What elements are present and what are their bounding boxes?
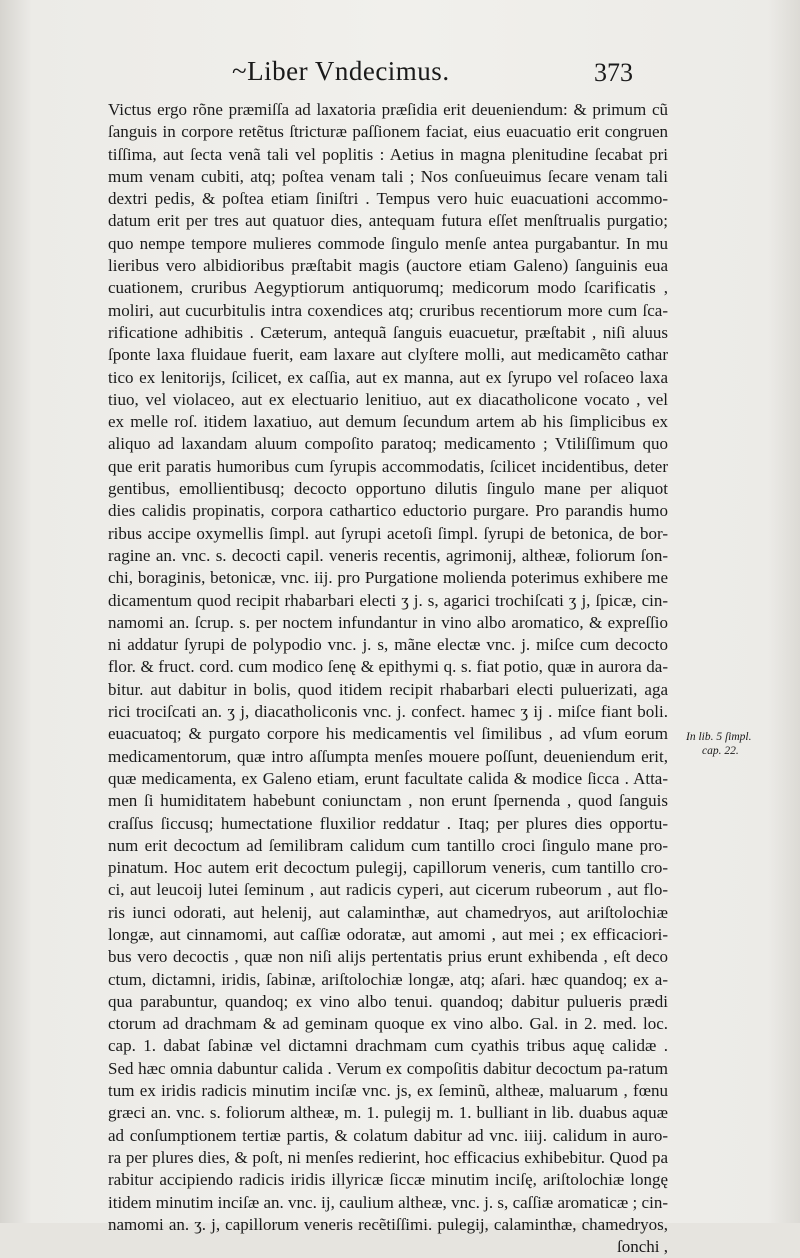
text-line: dicamentum quod recipit rhabarbari electi ʒ j. s, agarici trochiſcati ʒ j, ſpicæ, cin- — [108, 590, 668, 610]
text-line: rabitur accipiendo radicis iridis illyricæ ſiccæ minutim inciſę, ariſtolochiæ longę — [108, 1170, 668, 1190]
text-line: bus vero decoctis , quæ non niſi alijs pertentatis prius erunt exhibenda , eſt deco — [108, 947, 668, 967]
text-line: euacuatoq; & purgato corpore his medicamentis vel ſimilibus , ad vſum eorum — [108, 724, 668, 744]
text-line: rificatione adhibitis . Cæterum, antequã ſanguis euacuetur, præſtabit , niſi aluus — [108, 322, 668, 342]
text-line: gentibus, emollientibusq; decocto opportuno dilutis ſingulo mane per aliquot — [108, 479, 668, 499]
text-line: tico ex lenitorijs, ſcilicet, ex caſſia, aut ex manna, aut ex ſyrupo vel roſaceo laxa — [108, 367, 668, 387]
text-line: chi, boraginis, betonicæ, vnc. iij. pro Purgatione molienda poterimus exhibere me — [108, 568, 668, 588]
marginal-note — [686, 730, 786, 758]
text-line: ex melle roſ. itidem laxatiuo, aut demum ſecundum artem ab his ſimplicibus ex — [108, 412, 668, 432]
text-line: rici trociſcati an. ʒ j, diacatholiconis vnc. j. confect. hamec ʒ ij . miſce fiant boli. — [108, 702, 668, 722]
text-line: dextri pedis, & poſtea etiam ſiniſtri . Tempus vero huic euacuationi accommo- — [108, 189, 668, 209]
text-line: aliquo ad laxandam aluum compoſito paratoq; medicamento ; Vtiliſſimum quo — [108, 434, 668, 454]
text-line: namomi an. ʒ. j, capillorum veneris recẽtiſſimi. pulegij, calaminthæ, chamedryos, — [108, 1214, 668, 1234]
text-line: quæ medicamenta, ex Galeno etiam, erunt facultate calida & modice ſicca . Atta- — [108, 768, 668, 788]
text-line: itidem minutim inciſæ an. vnc. ij, caulium altheæ, vnc. j. s, caſſiæ aromaticæ ; cin- — [108, 1192, 668, 1212]
text-line: moliri, aut cucurbitulis intra coxendices atq; cruribus recentiorum more cum ſca- — [108, 300, 668, 320]
text-line: ci, aut leucoij lutei ſeminum , aut radicis cyperi, aut cicerum rubeorum , aut flo- — [108, 880, 668, 900]
text-line: græci an. vnc. s. foliorum altheæ, m. 1. pulegij m. 1. bulliant in lib. duabus aquæ — [108, 1103, 668, 1123]
text-line: tum ex iridis radicis minutim inciſæ vnc. js, ex ſeminũ, altheæ, maluarum , fœnu — [108, 1081, 668, 1101]
text-line: quo nempe tempore mulieres commode ſingulo menſe antea purgabantur. In mu — [108, 233, 668, 253]
text-line: Victus ergo rõne præmiſſa ad laxatoria præſidia erit deueniendum: & primum cũ — [108, 100, 668, 119]
text-line: ſanguis in corpore retẽtus ſtricturæ paſſionem faciat, eius euacuatio erit congruen — [108, 122, 668, 142]
text-line: tiuo, vel violaceo, aut ex electuario lenitiuo, aut ex diacatholicone vocato , vel — [108, 389, 668, 409]
text-line: longæ, aut cinnamomi, aut caſſiæ odoratæ, aut amomi , aut mei ; ex efficaciori- — [108, 924, 668, 944]
text-line: tiſſima, aut ſecta venã tali vel poplitis : Aetius in magna plenitudine ſecabat pri — [108, 144, 668, 164]
text-line: dies calidis propinatis, corpora cathartico eductorio purgare. Pro parandis humo — [108, 501, 668, 521]
marginal-note-line: cap. 22. — [702, 745, 739, 757]
text-line: ſponte laxa fluidaue fuerit, eam laxare aut clyſtere molli, aut medicamẽto cathar — [108, 345, 668, 365]
text-line: qua parabuntur, quandoq; ex vino albo tenui. quandoq; dabitur pulueris prædi — [108, 991, 668, 1011]
text-line: craſſus ſiccusq; humectatione fluxilior reddatur . Itaq; per plures dies opportu- — [108, 813, 668, 833]
text-line: mum venam cubiti, atq; poſtea venam tali ; Nos conſueuimus ſecare venam tali — [108, 166, 668, 186]
text-line: medicamentorum, quæ intro aſſumpta menſes mouere poſſunt, deueniendum erit, — [108, 746, 668, 766]
text-line: cap. 1. dabat ſabinæ vel dictamni drachmam cum cyathis tribus aquę calidæ . — [108, 1036, 668, 1056]
text-line: ſonchi , — [617, 1237, 668, 1257]
text-line: pinatum. Hoc autem erit decoctum pulegij, capillorum veneris, cum tantillo cro- — [108, 858, 668, 878]
body-text — [108, 99, 668, 1258]
text-line: ra per plures dies, & poſt, ni menſes redierint, hoc efficacius exhibebitur. Quod pa — [108, 1147, 668, 1167]
text-line: ribus accipe oxymellis ſimpl. aut ſyrupi acetoſi ſimpl. ſyrupi de betonica, de bor- — [108, 523, 668, 543]
text-line: men ſi humiditatem habebunt coniunctam , non erunt ſpernenda , quod ſanguis — [108, 791, 668, 811]
text-line: ris iunci odorati, aut helenij, aut calaminthæ, aut chamedryos, aut ariſtolochiæ — [108, 902, 668, 922]
text-line: num erit decoctum ad ſemilibram calidum cum tantillo croci ſingulo mane pro- — [108, 835, 668, 855]
running-title: ~Liber Vndecimus. — [232, 56, 450, 86]
text-line: cuationem, cruribus Aegyptiorum antiquorumq; medicorum modo ſcarificatis , — [108, 278, 668, 298]
page-number: 373 — [594, 58, 633, 87]
text-line: lieribus vero albidioribus præſtabit magis (auctore etiam Galeno) ſanguinis eua — [108, 256, 668, 276]
text-line: que erit paratis humoribus cum ſyrupis accommodatis, ſcilicet incidentibus, deter — [108, 456, 668, 476]
text-line: ctum, dictamni, iridis, ſabinæ, ariſtolochiæ longæ, atq; aſari. hæc quandoq; ex a- — [108, 969, 668, 989]
text-line: flor. & fruct. cord. cum modico ſenę & epithymi q. s. fiat potio, quæ in aurora da- — [108, 657, 668, 677]
text-line: ad conſumptionem tertiæ partis, & colatum dabitur ad vnc. iiij. calidum in auro- — [108, 1125, 668, 1145]
text-line: namomi an. ſcrup. s. per noctem infundantur in vino albo aromatico, & expreſſio — [108, 612, 668, 632]
marginal-note-line: In lib. 5 ſimpl. — [686, 731, 752, 743]
text-line: ctorum ad drachmam & ad geminam quoque ex vino albo. Gal. in 2. med. loc. — [108, 1014, 668, 1034]
text-line: ni addatur ſyrupi de polypodio vnc. j. s, mãne electæ vnc. j. miſce cum decocto — [108, 635, 668, 655]
text-line: ragine an. vnc. s. decocti capil. veneris recentis, agrimonij, altheæ, foliorum ſon- — [108, 545, 668, 565]
text-line: bitur. aut dabitur in bolis, quod itidem recipit rhabarbari electi puluerizati, aga — [108, 679, 668, 699]
page-header — [0, 50, 800, 94]
text-line: Sed hæc omnia dabuntur calida . Verum ex compoſitis dabitur decoctum pa-ratum — [108, 1058, 668, 1078]
text-line: datum erit per tres aut quatuor dies, antequam futura eſſet menſtrualis purgatio; — [108, 211, 668, 231]
